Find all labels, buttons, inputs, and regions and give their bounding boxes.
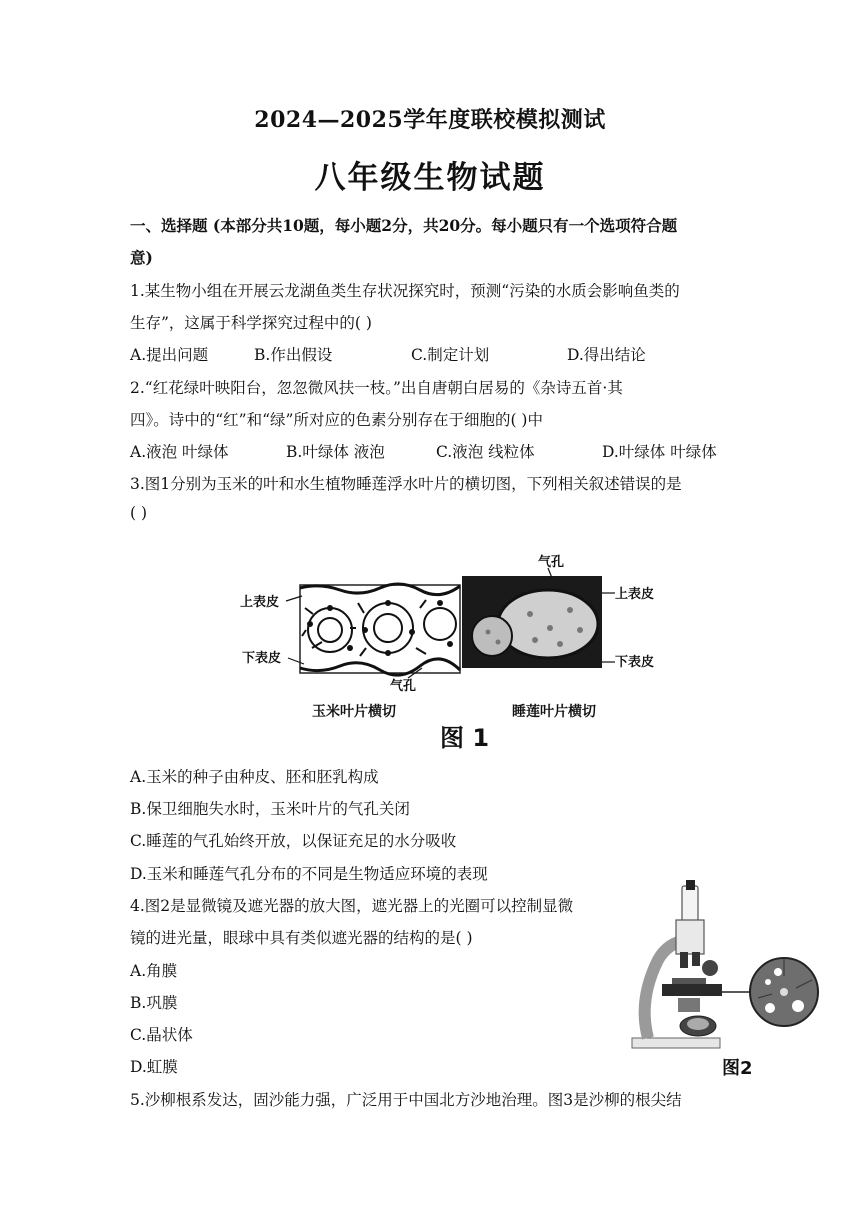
label-stoma-left: 气孔: [390, 679, 417, 694]
q2-option-b: B.叶绿体 液泡: [286, 443, 385, 461]
q3-option-d: D.玉米和睡莲气孔分布的不同是生物适应环境的表现: [130, 865, 488, 883]
q3-stem-line1: 3.图1分别为玉米的叶和水生植物睡莲浮水叶片的横切图，下列相关叙述错误的是: [130, 475, 682, 493]
q3-option-a: A.玉米的种子由种皮、胚和胚乳构成: [130, 768, 379, 786]
q4-option-a: A.角膜: [130, 962, 178, 980]
q2-option-a: A.液泡 叶绿体: [130, 443, 229, 461]
label-lower-epidermis-right: 下表皮: [615, 655, 655, 670]
diaphragm-disc-image: [750, 958, 818, 1026]
q4-stem-line2: 镜的进光量，眼球中具有类似遮光器的结构的是( ): [130, 929, 473, 947]
caption-corn-leaf: 玉米叶片横切: [312, 704, 396, 720]
label-upper-epidermis-left: 上表皮: [240, 595, 280, 610]
microscope-image: [632, 880, 722, 1048]
q3-option-b: B.保卫细胞失水时，玉米叶片的气孔关闭: [130, 800, 410, 818]
section-heading-line1: 一、选择题 (本部分共10题，每小题2分，共20分。每小题只有一个选项符合题: [130, 216, 678, 235]
q4-option-d: D.虹膜: [130, 1058, 178, 1076]
q4-stem-line1: 4.图2是显微镜及遮光器的放大图，遮光器上的光圈可以控制显微: [130, 897, 574, 915]
q1-option-d: D.得出结论: [567, 346, 646, 364]
q4-option-b: B.巩膜: [130, 994, 178, 1012]
caption-water-lily-leaf: 睡莲叶片横切: [512, 704, 596, 720]
label-upper-epidermis-right: 上表皮: [615, 587, 655, 602]
exam-title: 2024—2025学年度联校模拟测试: [254, 107, 606, 133]
exam-subject-title: 八年级生物试题: [314, 160, 546, 196]
q1-option-b: B.作出假设: [254, 346, 333, 364]
figure-2-title: 图2: [722, 1058, 753, 1079]
q1-stem-line2: 生存”，这属于科学探究过程中的( ): [130, 314, 372, 332]
q5-stem-line1: 5.沙柳根系发达，固沙能力强，广泛用于中国北方沙地治理。图3是沙柳的根尖结: [130, 1091, 682, 1109]
figure-2-microscope: [618, 880, 828, 1080]
q1-option-a: A.提出问题: [130, 346, 209, 364]
q3-option-c: C.睡莲的气孔始终开放，以保证充足的水分吸收: [130, 832, 457, 850]
q4-option-c: C.晶状体: [130, 1026, 193, 1044]
q2-stem-line2: 四》。诗中的“红”和“绿”所对应的色素分别存在于细胞的( )中: [130, 411, 543, 429]
label-lower-epidermis-left: 下表皮: [242, 651, 282, 666]
q2-option-d: D.叶绿体 叶绿体: [602, 443, 717, 461]
figure-1-leaf-cross-sections: [230, 548, 670, 753]
section-heading-line2: 意): [130, 248, 153, 267]
q1-stem-line1: 1.某生物小组在开展云龙湖鱼类生存状况探究时，预测“污染的水质会影响鱼类的: [130, 282, 680, 300]
water-lily-leaf-section-image: [462, 576, 602, 668]
figure-1-title: 图 1: [440, 724, 490, 752]
q3-stem-line2: ( ): [130, 504, 148, 522]
corn-leaf-section-image: [300, 584, 460, 675]
label-stoma-right: 气孔: [538, 555, 565, 570]
q2-option-c: C.液泡 线粒体: [436, 443, 535, 461]
q1-option-c: C.制定计划: [411, 346, 490, 364]
q2-stem-line1: 2.“红花绿叶映阳台，忽忽微风扶一枝。”出自唐朝白居易的《杂诗五首·其: [130, 379, 623, 397]
